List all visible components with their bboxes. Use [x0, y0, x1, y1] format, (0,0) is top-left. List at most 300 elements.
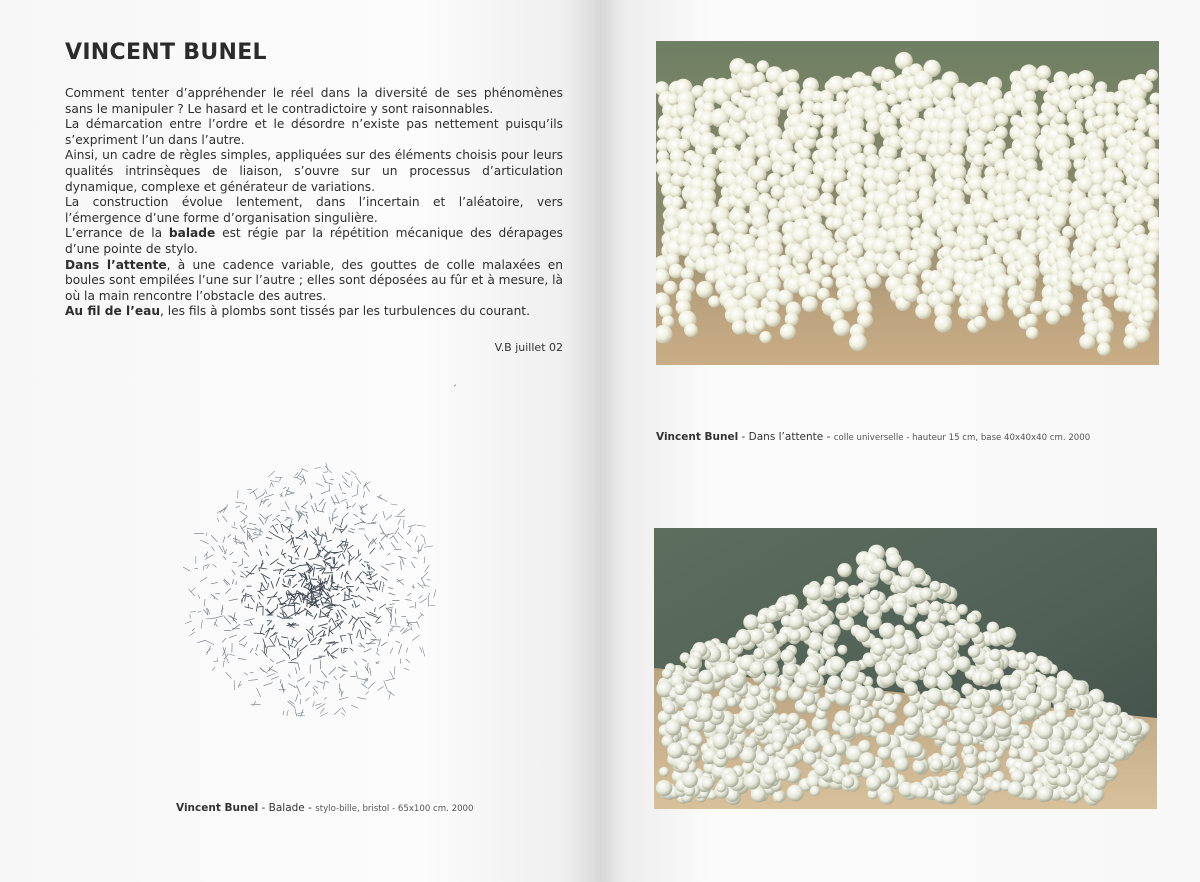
glue-ball	[920, 587, 933, 600]
pen-stroke	[340, 674, 344, 678]
pen-stroke	[399, 556, 406, 558]
pen-stroke	[341, 541, 348, 543]
pen-stroke	[296, 668, 297, 674]
glue-ball	[858, 740, 871, 753]
glue-ball	[872, 719, 886, 733]
glue-ball	[1094, 746, 1110, 762]
glue-ball	[1081, 85, 1093, 97]
pen-stroke	[278, 639, 280, 646]
pen-stroke	[190, 612, 196, 613]
pen-stroke	[283, 711, 284, 715]
glue-ball	[1008, 781, 1023, 796]
glue-ball	[876, 732, 891, 747]
pen-stroke	[299, 638, 303, 642]
pen-stroke	[420, 599, 427, 603]
pen-stroke	[356, 671, 358, 678]
glue-ball	[1036, 65, 1051, 80]
glue-ball	[738, 709, 754, 725]
pen-stroke	[342, 708, 346, 713]
pen-stroke	[386, 607, 393, 609]
glue-ball	[1008, 676, 1021, 689]
glue-ball	[992, 668, 1004, 680]
glue-ball	[934, 315, 952, 333]
pen-stroke	[263, 492, 264, 495]
pen-stroke	[283, 554, 285, 558]
glue-ball	[866, 273, 881, 288]
glue-ball	[735, 630, 751, 646]
glue-ball	[817, 697, 831, 711]
balade-pen-drawing	[180, 455, 445, 730]
pen-stroke	[288, 556, 292, 558]
pen-stroke	[338, 610, 342, 618]
glue-ball	[1079, 715, 1094, 730]
glue-ball	[785, 602, 796, 613]
pen-stroke	[363, 504, 368, 507]
paragraph-5	[65, 226, 563, 257]
pen-stroke	[291, 557, 292, 561]
caption-artist: Vincent Bunel	[176, 802, 259, 814]
pen-stroke	[428, 593, 429, 597]
pen-stroke	[387, 690, 394, 695]
pen-stroke	[244, 520, 245, 523]
caption-artist: Vincent Bunel	[656, 431, 739, 443]
pen-stroke	[192, 628, 195, 631]
pen-stroke	[285, 502, 289, 510]
pen-stroke	[298, 715, 305, 716]
glue-ball	[677, 760, 689, 772]
pen-stroke	[257, 688, 261, 697]
pen-stroke	[324, 560, 326, 566]
pen-stroke	[295, 707, 297, 716]
pen-stroke	[333, 557, 334, 564]
pen-stroke	[388, 609, 392, 611]
glue-ball	[850, 599, 864, 613]
glue-ball	[1134, 327, 1150, 343]
glue-ball	[849, 333, 867, 351]
pen-stroke	[264, 494, 273, 497]
pen-stroke	[339, 605, 346, 609]
pen-stroke	[327, 540, 332, 542]
pen-stroke	[395, 618, 396, 625]
pen-stroke	[341, 499, 347, 501]
pen-stroke	[289, 654, 290, 658]
pen-stroke	[383, 511, 385, 518]
pen-stroke	[360, 559, 362, 561]
pen-stroke	[300, 476, 306, 479]
pen-stroke	[315, 596, 319, 598]
pen-stroke	[316, 483, 323, 486]
pen-stroke	[282, 637, 288, 638]
glue-ball	[1146, 69, 1158, 81]
pen-stroke	[305, 608, 312, 613]
glue-ball	[712, 696, 727, 711]
pen-stroke	[300, 480, 303, 484]
pen-stroke	[336, 529, 344, 530]
pen-stroke	[238, 682, 241, 688]
pen-stroke	[292, 563, 296, 564]
glue-ball	[744, 696, 758, 710]
pen-stroke	[320, 536, 323, 545]
pen-stroke	[213, 564, 216, 567]
pen-stroke	[206, 618, 214, 619]
pen-stroke	[326, 463, 328, 470]
glue-ball	[687, 745, 698, 756]
pen-stroke	[297, 478, 302, 480]
pen-stroke	[260, 529, 261, 535]
glue-ball	[777, 768, 790, 781]
pen-stroke	[389, 692, 391, 700]
pen-stroke	[198, 640, 206, 642]
pen-stroke	[327, 575, 330, 584]
pen-stroke	[395, 528, 399, 535]
pen-stroke	[390, 672, 394, 679]
pen-stroke	[376, 653, 379, 656]
pen-stroke	[329, 485, 330, 492]
glue-ball	[833, 319, 850, 336]
glue-ball	[946, 731, 961, 746]
pen-stroke	[324, 697, 326, 699]
pen-stroke	[276, 519, 280, 524]
pen-stroke	[313, 564, 322, 566]
glue-ball	[674, 683, 686, 695]
pen-stroke	[334, 676, 337, 679]
pen-stroke	[354, 514, 358, 517]
pen-stroke	[321, 713, 328, 717]
pen-stroke	[335, 587, 342, 588]
pen-stroke	[334, 509, 336, 513]
glue-ball	[787, 713, 800, 726]
pen-stroke	[201, 620, 202, 628]
pen-stroke	[242, 589, 244, 592]
pen-stroke	[230, 654, 235, 655]
glue-ball	[708, 296, 720, 308]
pen-stroke	[298, 652, 302, 657]
pen-stroke	[261, 574, 270, 579]
pen-stroke	[214, 616, 224, 619]
pen-stroke	[306, 698, 310, 701]
pen-stroke	[234, 681, 235, 691]
glue-ball	[931, 716, 943, 728]
pen-stroke	[260, 514, 265, 518]
glue-ball	[918, 657, 929, 668]
pen-stroke	[246, 594, 252, 596]
glue-ball	[821, 181, 834, 194]
pen-stroke	[282, 550, 283, 554]
pen-stroke	[228, 616, 237, 620]
pen-stroke	[270, 659, 274, 662]
pen-stroke	[322, 503, 325, 511]
glue-ball	[760, 690, 770, 700]
pen-stroke	[356, 572, 362, 580]
paragraph-7-bold: Au fil de l’eau	[65, 304, 161, 319]
glue-ball	[716, 749, 726, 759]
glue-ball	[963, 754, 977, 768]
pen-stroke	[259, 568, 267, 569]
pen-stroke	[309, 559, 315, 560]
glue-ball	[956, 656, 971, 671]
glue-ball	[766, 609, 778, 621]
pen-stroke	[357, 631, 359, 638]
glue-ball	[968, 645, 981, 658]
glue-ball	[1026, 652, 1038, 664]
glue-ball	[872, 642, 886, 656]
pen-stroke	[314, 614, 317, 619]
pen-stroke	[277, 616, 283, 619]
glue-ball	[1026, 327, 1039, 340]
paragraph-5-post: est régie par la répétition mécanique des dérapages d’une pointe de stylo.	[65, 226, 564, 256]
glue-ball	[913, 761, 926, 774]
pen-stroke	[239, 636, 246, 642]
glue-ball	[1104, 725, 1118, 739]
pen-stroke	[352, 503, 355, 507]
glue-ball	[839, 294, 857, 312]
glue-ball	[946, 610, 960, 624]
glue-ball	[806, 584, 822, 600]
pen-stroke	[260, 499, 263, 506]
pen-stroke	[314, 686, 317, 688]
pen-stroke	[229, 599, 237, 601]
pen-stroke	[364, 562, 368, 563]
pen-stroke	[308, 589, 313, 590]
pen-stroke	[291, 565, 300, 569]
pen-stroke	[293, 595, 299, 603]
pen-stroke	[319, 499, 324, 505]
paragraph-6-post: , à une cadence variable, des gouttes de colle malaxées en boules sont empilées l’une sur l’autre ; elles sont déposées au fûr et à mesure, là où la main rencontre l’obstacle des autres.	[65, 257, 563, 303]
pen-stroke	[350, 634, 352, 644]
pen-stroke	[382, 642, 387, 646]
glue-ball	[1032, 755, 1045, 768]
glue-ball	[836, 581, 850, 595]
glue-ball	[915, 303, 931, 319]
glue-ball	[775, 601, 786, 612]
pen-stroke	[244, 643, 247, 648]
pen-stroke	[212, 667, 215, 670]
glue-ball	[788, 614, 804, 630]
glue-ball	[1048, 740, 1063, 755]
pen-stroke	[388, 633, 389, 636]
pen-stroke	[276, 577, 279, 586]
pen-stroke	[241, 572, 247, 576]
glue-ball	[762, 702, 774, 714]
pen-stroke	[389, 593, 395, 595]
pen-stroke	[334, 708, 341, 714]
pen-stroke	[424, 537, 426, 545]
caption-separator-2: -	[304, 802, 316, 814]
pen-stroke	[235, 536, 236, 545]
glue-ball	[725, 663, 738, 676]
glue-ball	[826, 624, 840, 638]
pen-stroke	[270, 482, 272, 487]
pen-stroke	[395, 609, 396, 614]
pen-stroke	[380, 533, 383, 534]
paragraph-5-pre: L’errance de la	[65, 226, 169, 241]
glue-ball	[969, 721, 985, 737]
pen-stroke	[183, 567, 190, 571]
glue-ball	[989, 649, 1002, 662]
pen-stroke	[421, 535, 424, 537]
pen-stroke	[406, 542, 411, 547]
pen-stroke	[356, 605, 360, 608]
pen-stroke	[229, 635, 236, 638]
glue-ball	[1026, 674, 1037, 685]
pen-stroke	[224, 617, 230, 624]
pen-stroke	[247, 528, 256, 530]
pen-stroke	[299, 595, 302, 602]
pen-stroke	[390, 648, 393, 653]
pen-stroke	[345, 539, 347, 547]
pen-stroke	[240, 525, 245, 533]
pen-stroke	[351, 705, 358, 708]
pen-stroke	[341, 545, 344, 549]
pen-stroke	[323, 475, 326, 482]
pen-stroke	[390, 536, 394, 539]
glue-ball	[850, 245, 863, 258]
glue-ball	[840, 723, 856, 739]
pen-stroke	[200, 540, 208, 544]
pen-stroke	[311, 644, 316, 645]
pen-stroke	[251, 565, 257, 572]
glue-ball	[1142, 310, 1154, 322]
glue-ball	[1098, 763, 1109, 774]
pen-stroke	[354, 521, 363, 524]
pen-stroke	[393, 535, 398, 542]
pen-stroke	[245, 619, 254, 622]
glue-ball	[1058, 291, 1073, 306]
pen-stroke	[256, 604, 257, 612]
pen-stroke	[259, 591, 263, 595]
pen-stroke	[338, 554, 341, 558]
glue-ball	[948, 693, 960, 705]
pen-stroke	[288, 641, 289, 650]
pen-stroke	[289, 662, 298, 663]
glue-ball	[905, 190, 918, 203]
glue-ball	[763, 660, 778, 675]
pen-stroke	[333, 513, 334, 521]
pen-stroke	[258, 606, 263, 607]
pen-stroke	[398, 532, 403, 538]
pen-stroke	[371, 640, 379, 641]
pen-stroke	[223, 546, 226, 553]
pen-stroke	[324, 586, 325, 589]
pen-stroke	[268, 583, 269, 588]
pen-stroke	[371, 568, 375, 571]
pen-stroke	[378, 687, 384, 691]
caption-work-title: Dans l’attente	[748, 431, 824, 443]
pen-stroke	[365, 622, 370, 627]
pen-stroke	[297, 686, 301, 695]
pen-stroke	[341, 588, 345, 590]
glue-ball	[754, 726, 765, 737]
pen-stroke	[288, 597, 291, 606]
pen-stroke	[329, 517, 331, 524]
pen-stroke	[312, 531, 317, 536]
pen-stroke	[422, 585, 429, 587]
glue-ball	[693, 735, 703, 745]
pen-stroke	[185, 621, 192, 623]
pen-stroke	[296, 694, 298, 701]
pen-stroke	[355, 476, 361, 484]
pen-stroke	[236, 582, 237, 585]
pen-stroke	[327, 608, 333, 610]
pen-stroke	[368, 683, 375, 689]
pen-stroke	[406, 600, 412, 601]
glue-ball	[1011, 769, 1025, 783]
pen-stroke	[287, 613, 296, 618]
pen-stroke	[316, 543, 319, 551]
pen-stroke	[306, 520, 307, 524]
pen-stroke	[331, 575, 332, 582]
pen-stroke	[415, 602, 416, 608]
glue-ball	[1041, 685, 1057, 701]
pen-stroke	[232, 580, 233, 584]
pen-stroke	[368, 663, 369, 670]
pen-stroke	[284, 586, 289, 587]
glue-ball	[860, 723, 872, 735]
glue-ball	[934, 626, 949, 641]
pen-stroke	[292, 637, 295, 644]
glue-ball	[911, 569, 926, 584]
pen-stroke	[204, 552, 208, 557]
pen-stroke	[281, 524, 283, 532]
pen-stroke	[250, 621, 252, 625]
pen-stroke	[366, 691, 369, 694]
pen-stroke	[282, 524, 286, 527]
pen-stroke	[343, 513, 348, 518]
pen-stroke	[331, 649, 338, 654]
pen-stroke	[363, 659, 367, 661]
pen-stroke	[277, 515, 280, 516]
glue-ball	[995, 713, 1011, 729]
glue-ball	[1021, 289, 1035, 303]
glue-ball	[837, 563, 851, 577]
pen-stroke	[379, 581, 381, 590]
pen-stroke	[245, 593, 246, 601]
glue-ball	[765, 640, 780, 655]
pen-stroke	[308, 634, 310, 641]
glue-ball	[764, 623, 774, 633]
pen-stroke	[288, 702, 295, 708]
pen-stroke	[409, 623, 413, 625]
pen-stroke	[273, 526, 278, 534]
glue-ball	[883, 694, 894, 705]
glue-ball	[903, 613, 915, 625]
glue-ball	[867, 615, 882, 630]
glue-ball	[682, 772, 698, 788]
glue-ball	[950, 142, 964, 156]
pen-stroke	[394, 666, 395, 674]
glue-ball	[857, 582, 870, 595]
pen-stroke	[365, 535, 369, 541]
pen-stroke	[391, 543, 395, 549]
glue-ball	[1046, 310, 1060, 324]
pen-stroke	[319, 624, 328, 627]
glue-ball	[749, 685, 760, 696]
glue-ball	[965, 623, 980, 638]
glue-ball	[744, 773, 761, 790]
pen-stroke	[226, 673, 232, 679]
pen-stroke	[264, 683, 272, 686]
caption-description: colle universelle - hauteur 15 cm, base 40x40x40 cm. 2000	[833, 433, 1091, 443]
pen-stroke	[361, 684, 367, 688]
pen-stroke	[238, 564, 242, 566]
pen-stroke	[338, 667, 345, 670]
glue-ball	[898, 577, 912, 591]
pen-stroke	[315, 467, 321, 468]
pen-stroke	[411, 562, 415, 568]
pen-stroke	[273, 519, 276, 521]
pen-stroke	[352, 604, 353, 607]
pen-stroke	[381, 566, 388, 571]
